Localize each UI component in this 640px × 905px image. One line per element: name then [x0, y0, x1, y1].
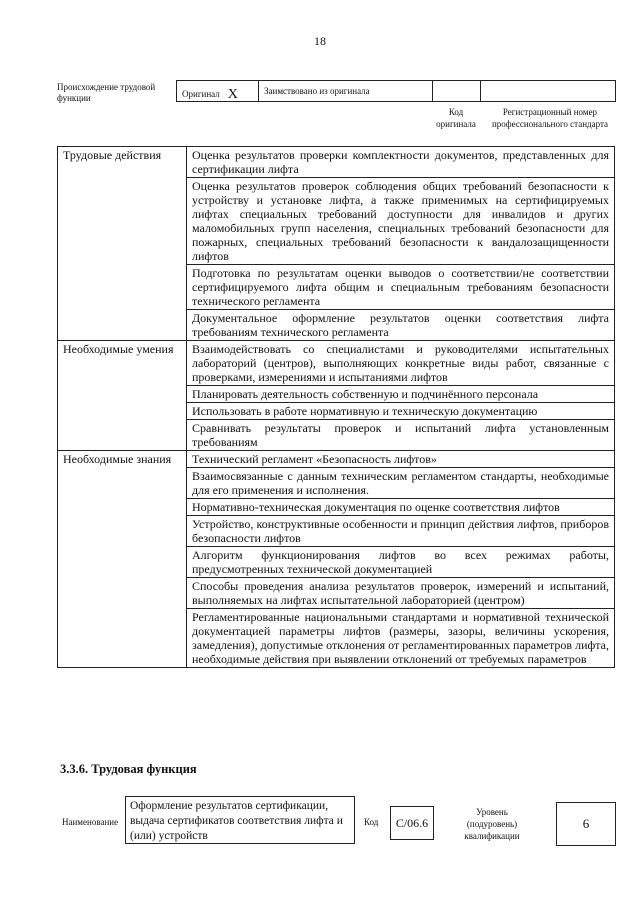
actions-heading: Трудовые действия	[58, 147, 187, 341]
knowledge-row-1: Технический регламент «Безопасность лифтов»	[187, 451, 615, 468]
level-box: 6	[556, 802, 616, 846]
table-row	[58, 451, 615, 468]
origin-box	[176, 80, 616, 102]
reg-number-cell	[481, 81, 615, 101]
function-name-box: Оформление результатов сертификации, выдача сертификатов соответствия лифта и (или) устройств	[125, 796, 355, 844]
original-mark: X	[227, 87, 238, 102]
action-row-2: Оценка результатов проверок соблюдения общих требований безопасности к устройству и установке лифта, а также применимых на сертифицируемых лифтах специальных требований доступности для инвалидов и других маломобильных групп населения, специальных требований безопасности для пожарных, специальных требований безопасности к вандалозащищенности лифтов	[187, 178, 615, 265]
skill-row-4: Сравнивать результаты проверок и испытаний лифта установленным требованиям	[187, 420, 615, 451]
knowledge-row-6: Способы проведения анализа результатов проверок, измерений и испытаний, выполняемых на лифтах испытательной лабораторией (центром)	[187, 578, 615, 609]
skills-heading: Необходимые умения	[58, 341, 187, 451]
code-original-cell	[433, 81, 481, 101]
knowledge-row-4: Устройство, конструктивные особенности и принцип действия лифтов, приборов безопасности лифтов	[187, 516, 615, 547]
origin-label: Происхождение трудовой функции	[57, 82, 156, 103]
table-row	[58, 341, 615, 386]
page-number: 18	[314, 34, 326, 48]
knowledge-row-5: Алгоритм функционирования лифтов во всех режимах работы, предусмотренных технической документацией	[187, 547, 615, 578]
code-original-caption: Код оригинала	[436, 107, 476, 129]
knowledge-row-2: Взаимосвязанные с данным техническим регламентом стандарты, необходимые для его применения и исполнения.	[187, 468, 615, 499]
name-label: Наименование	[62, 817, 119, 827]
original-label: Оригинал	[182, 89, 220, 99]
borrowed-cell: Заимствовано из оригинала	[259, 81, 433, 101]
level-label: Уровень (подуровень) квалификации	[464, 807, 520, 841]
skill-row-2: Планировать деятельность собственную и подчинённого персонала	[187, 386, 615, 403]
code-label: Код	[364, 817, 379, 827]
original-cell	[177, 81, 259, 101]
skill-row-1: Взаимодействовать со специалистами и руководителями испытательных лабораторий (центров), выполняющих конкретные виды работ, связанные с проверками, измерениями и испытаниями лифтов	[187, 341, 615, 386]
labor-function-table	[57, 146, 615, 668]
skill-row-3: Использовать в работе нормативную и техническую документацию	[187, 403, 615, 420]
code-box: С/06.6	[390, 806, 434, 840]
action-row-4: Документальное оформление результатов оценки соответствия лифта требованиям технического регламента	[187, 310, 615, 341]
knowledge-heading: Необходимые знания	[58, 451, 187, 668]
action-row-3: Подготовка по результатам оценки выводов о соответствии/не соответствии сертифицируемого лифта общим и специальным требованиям безопасности технического регламента	[187, 265, 615, 310]
knowledge-row-7: Регламентированные национальными стандартами и нормативной технической документацией параметры лифтов (размеры, зазоры, величины ускорения, замедления), допустимые отклонения от регламентированных параметров лифта, необходимые действия при выявлении отклонений от требуемых параметров	[187, 609, 615, 668]
table-row	[58, 147, 615, 178]
section-title: 3.3.6. Трудовая функция	[60, 762, 197, 776]
reg-number-caption: Регистрационный номер профессионального стандарта	[491, 107, 609, 129]
knowledge-row-3: Нормативно-техническая документация по оценке соответствия лифтов	[187, 499, 615, 516]
action-row-1: Оценка результатов проверки комплектности документов, представленных для сертификации лифта	[187, 147, 615, 178]
